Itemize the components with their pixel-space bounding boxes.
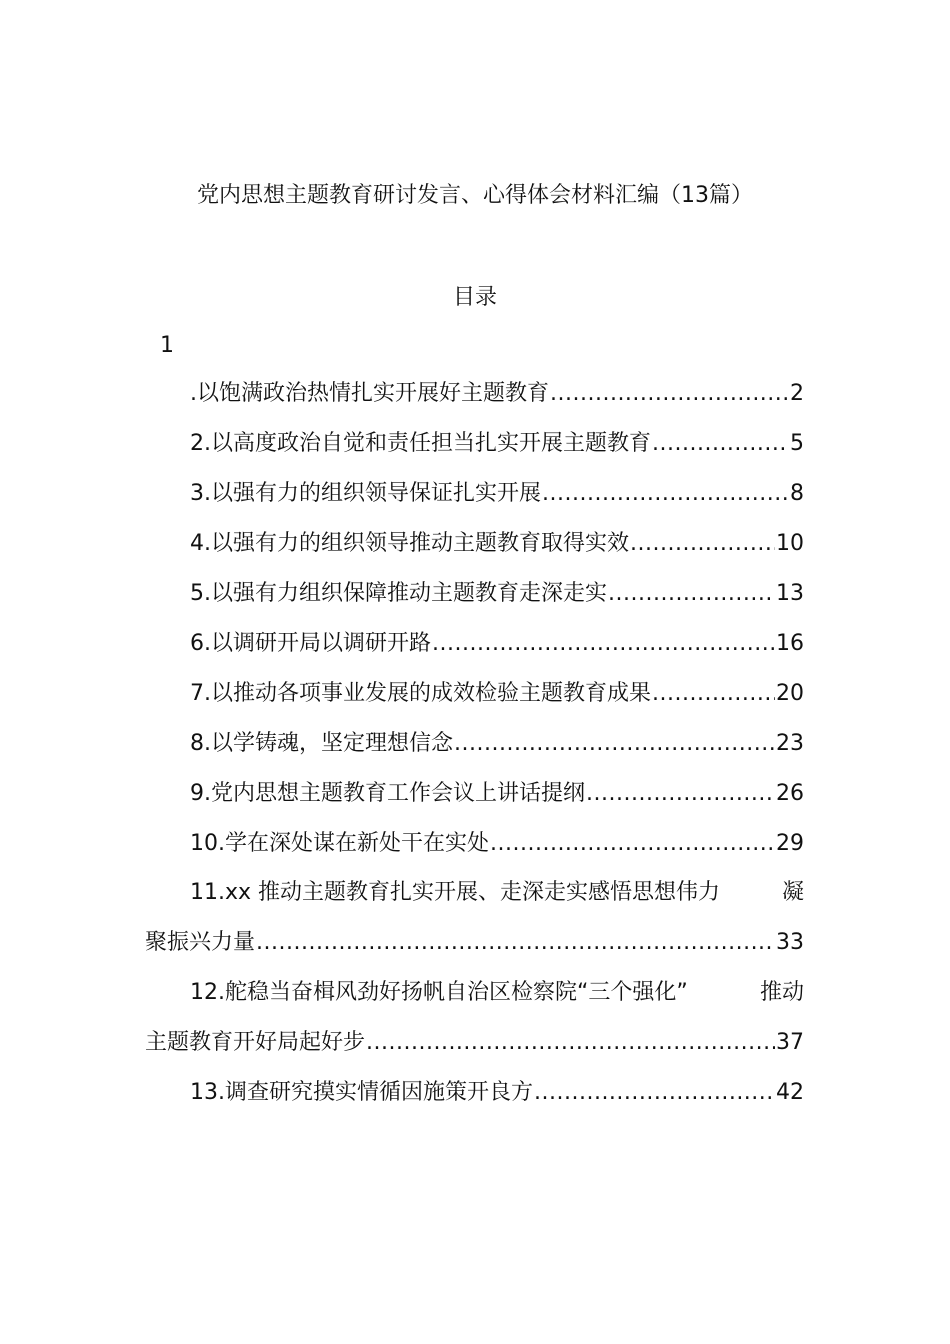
toc-entry-label: 10.学在深处谋在新处干在实处 <box>190 831 489 856</box>
toc-entry-page: 16 <box>776 631 804 656</box>
toc-heading: 目录 <box>452 285 497 310</box>
toc-entry-label-cont: 聚振兴力量 <box>145 930 256 955</box>
toc-entry[interactable] <box>190 778 804 810</box>
toc-dot-leader <box>432 628 775 660</box>
toc-dot-leader <box>608 578 775 610</box>
toc-entry-line1[interactable] <box>190 977 804 1009</box>
toc-entry-label: 7.以推动各项事业发展的成效检验主题教育成果 <box>190 681 651 706</box>
toc-dot-leader <box>366 1027 775 1059</box>
toc-entry[interactable] <box>190 578 804 610</box>
toc-entry-page: 29 <box>776 831 804 856</box>
toc-entry-line1[interactable] <box>190 877 804 909</box>
toc-entry-label: 12.舵稳当奋楫风劲好扬帆自治区检察院“三个强化” <box>190 980 688 1005</box>
toc-dot-leader <box>630 528 775 560</box>
toc-dot-leader <box>454 728 775 760</box>
toc-entry-line2[interactable] <box>145 1027 804 1059</box>
toc-dot-leader <box>586 778 775 810</box>
toc-entry[interactable] <box>190 628 804 660</box>
toc-entry-label-cont: 主题教育开好局起好步 <box>145 1030 366 1055</box>
toc-entry-label: .以饱满政治热情扎实开展好主题教育 <box>190 381 549 406</box>
toc-entry-label: 4.以强有力的组织领导推动主题教育取得实效 <box>190 531 629 556</box>
toc-entry-label: 6.以调研开局以调研开路 <box>190 631 431 656</box>
toc-entry-page: 23 <box>776 731 804 756</box>
toc-entry[interactable] <box>190 1077 804 1109</box>
toc-entry-label-end: 推动 <box>759 980 804 1005</box>
toc-dot-leader <box>256 927 775 959</box>
toc-entry-label: 2.以高度政治自觉和责任担当扎实开展主题教育 <box>190 431 651 456</box>
toc-entry-page: 42 <box>776 1080 804 1105</box>
toc-entry-page: 26 <box>776 781 804 806</box>
toc-entry-label: 9.党内思想主题教育工作会议上讲话提纲 <box>190 781 585 806</box>
toc-dot-leader <box>490 828 775 860</box>
toc-entry-page: 13 <box>776 581 804 606</box>
toc-entry[interactable] <box>190 528 804 560</box>
toc-entry-page: 20 <box>776 681 804 706</box>
toc-dot-leader <box>534 1077 775 1109</box>
toc-entry-label: 5.以强有力组织保障推动主题教育走深走实 <box>190 581 607 606</box>
toc-entry-line2[interactable] <box>145 927 804 959</box>
document-title: 党内思想主题教育研讨发言、心得体会材料汇编（13篇） <box>197 183 753 208</box>
toc-entry-label: 3.以强有力的组织领导保证扎实开展 <box>190 481 541 506</box>
toc-entry-page: 5 <box>790 431 804 456</box>
toc-entry[interactable] <box>190 428 804 460</box>
toc-entry[interactable] <box>190 478 804 510</box>
toc-dot-leader <box>652 428 789 460</box>
toc-entry[interactable] <box>190 678 804 710</box>
toc-entry-page: 2 <box>790 381 804 406</box>
toc-entry-page: 37 <box>776 1030 804 1055</box>
toc-dot-leader <box>550 378 789 410</box>
toc-entry-label: 8.以学铸魂，坚定理想信念 <box>190 731 453 756</box>
toc-entry-label: 11.xx 推动主题教育扎实开展、走深走实感悟思想伟力 <box>190 880 721 905</box>
toc-entry[interactable] <box>190 728 804 760</box>
toc-dot-leader <box>542 478 789 510</box>
toc-entry[interactable] <box>190 378 804 410</box>
toc-entry-label-end: 凝 <box>781 880 804 905</box>
toc-dot-leader <box>652 678 775 710</box>
toc-stray-number: 1 <box>160 333 174 358</box>
toc-entry[interactable] <box>190 828 804 860</box>
toc-entry-page: 8 <box>790 481 804 506</box>
toc-entry-label: 13.调查研究摸实情循因施策开良方 <box>190 1080 533 1105</box>
toc-entry-page: 10 <box>776 531 804 556</box>
toc-entry-page: 33 <box>776 930 804 955</box>
